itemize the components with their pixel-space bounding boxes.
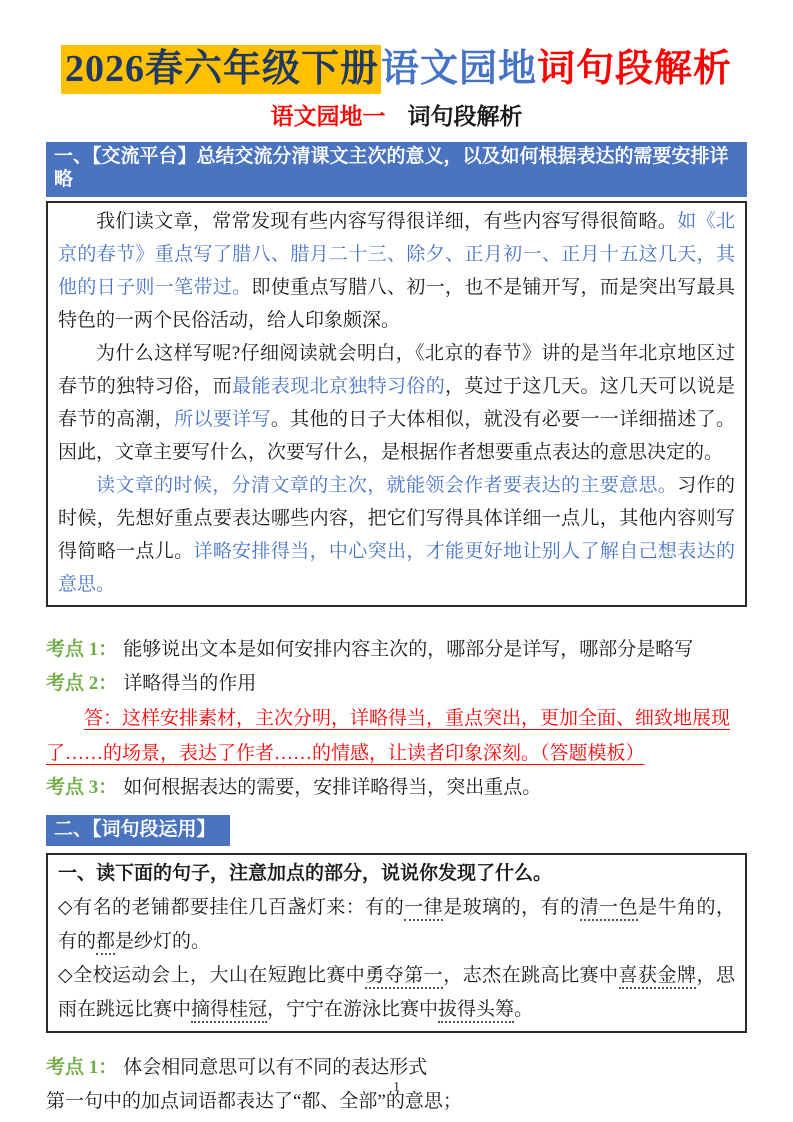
paragraph bbox=[58, 205, 735, 337]
emphasized-word: 勇夺第一 bbox=[365, 965, 443, 989]
exam-point-label: 考点 1： bbox=[46, 638, 118, 660]
text-segment: 是玻璃的，有的 bbox=[443, 897, 580, 919]
text-segment-blue: 详略安排得当，中心突出，才能更好地让别人了解自己想表达的意思。 bbox=[58, 540, 735, 595]
text-segment: ，宁宁在游泳比赛中 bbox=[267, 999, 439, 1021]
text-segment: ，莫过于这几天。这几天可以说是春节的高潮， bbox=[58, 375, 735, 430]
exam-point-text: 详略得当的作用 bbox=[123, 672, 257, 694]
exam-points-section1 bbox=[46, 633, 747, 805]
text-segment-blue: 如《北京的春节》重点写了腊八、腊月二十三、除夕、正月初一、正月十五这几天，其他的日子则一笔带过。 bbox=[58, 210, 735, 298]
example-sentence-1 bbox=[58, 891, 735, 959]
paragraph bbox=[58, 469, 735, 601]
exam-point-text: 能够说出文本是如何安排内容主次的，哪部分是详写，哪部分是略写 bbox=[123, 638, 694, 660]
exam-point-2 bbox=[46, 667, 747, 701]
text-segment: ，思雨在跳远比赛中 bbox=[58, 965, 735, 1021]
example-sentence-2 bbox=[58, 959, 735, 1027]
title-red-part: 词句段解析 bbox=[537, 48, 733, 90]
answer-template: 答：这样安排素材，主次分明，详略得当，重点突出，更加全面、细致地展现了……的场景，表达了作者……的情感，让读者印象深刻。（答题模板） bbox=[46, 707, 731, 764]
text-segment: 是纱灯的。 bbox=[115, 931, 211, 953]
emphasized-word: 都 bbox=[96, 931, 115, 955]
emphasized-word: 喜获金牌 bbox=[619, 965, 697, 989]
exam-point-text: 体会相同意思可以有不同的表达形式 bbox=[123, 1057, 428, 1079]
emphasized-word: 摘得桂冠 bbox=[191, 999, 267, 1023]
paragraph bbox=[58, 337, 735, 469]
page-title bbox=[46, 46, 747, 94]
section2-header-bar: 二、【词句段运用】 bbox=[46, 815, 230, 847]
exercise-heading: 一、读下面的句子，注意加点的部分，说说你发现了什么。 bbox=[58, 863, 553, 885]
text-segment: ◇有名的老铺都要挂住几百盏灯来：有的 bbox=[58, 897, 405, 919]
text-segment-blue: 所以要详写 bbox=[174, 408, 271, 430]
emphasized-word: 拔得头筹 bbox=[438, 999, 514, 1023]
exam-point-text: 如何根据表达的需要，安排详略得当，突出重点。 bbox=[123, 776, 542, 798]
text-segment-blue: 最能表现北京独特习俗的 bbox=[232, 375, 446, 397]
text-segment: 是牛角的，有的 bbox=[58, 897, 735, 953]
text-segment: 即使重点写腊八、初一，也不是铺开写，而是突出写最具特色的一两个民俗活动，给人印象颇深。 bbox=[58, 276, 735, 331]
emphasized-word: 清一色 bbox=[580, 897, 638, 921]
title-highlighted-part: 2026春六年级下册 bbox=[61, 45, 381, 94]
subtitle-unit: 语文园地一 bbox=[270, 103, 386, 129]
emphasized-word: 一律 bbox=[404, 897, 443, 921]
exam-point-1 bbox=[46, 633, 747, 667]
exam-point-note: 第一句中的加点词语都表达了“都、全部”的意思； bbox=[46, 1091, 462, 1113]
text-segment: 我们读文章，常常发现有些内容写得很详细，有些内容写得很简略。 bbox=[96, 210, 678, 232]
page-number: 1 bbox=[393, 1080, 400, 1095]
exam-point-label: 考点 1： bbox=[46, 1057, 118, 1079]
text-segment: 。其他的日子大体相似，就没有必要一一详细描述了。因此，文章主要写什么，次要写什么，是根据作者想要重点表达的意思决定的。 bbox=[58, 408, 735, 463]
exam-point-3 bbox=[46, 771, 747, 805]
exam-point-label: 考点 2： bbox=[46, 672, 118, 694]
text-segment: 。 bbox=[514, 999, 534, 1021]
section1-header-bar: 一、【交流平台】总结交流分清课文主次的意义，以及如何根据表达的需要安排详略 bbox=[46, 142, 747, 197]
subtitle-topic: 词句段解析 bbox=[407, 103, 523, 129]
text-segment: 为什么这样写呢?仔细阅读就会明白，《北京的春节》讲的是当年北京地区过春节的独特习俗，而 bbox=[58, 342, 735, 397]
text-segment: ，志杰在跳高比赛中 bbox=[443, 965, 619, 987]
text-segment: 习作的时候，先想好重点要表达哪些内容，把它们写得具体详细一点儿，其他内容则写得简略一点儿。 bbox=[58, 474, 735, 562]
title-blue-part: 语文园地 bbox=[380, 48, 537, 90]
subtitle bbox=[46, 103, 747, 131]
text-segment-blue: 读文章的时候，分清文章的主次，就能领会作者要表达的主要意思。 bbox=[96, 474, 678, 496]
section2-content-box bbox=[46, 853, 747, 1033]
text-segment: ◇全校运动会上，大山在短跑比赛中 bbox=[58, 965, 366, 987]
exam-point-label: 考点 3： bbox=[46, 776, 118, 798]
section1-content-box bbox=[46, 201, 747, 607]
